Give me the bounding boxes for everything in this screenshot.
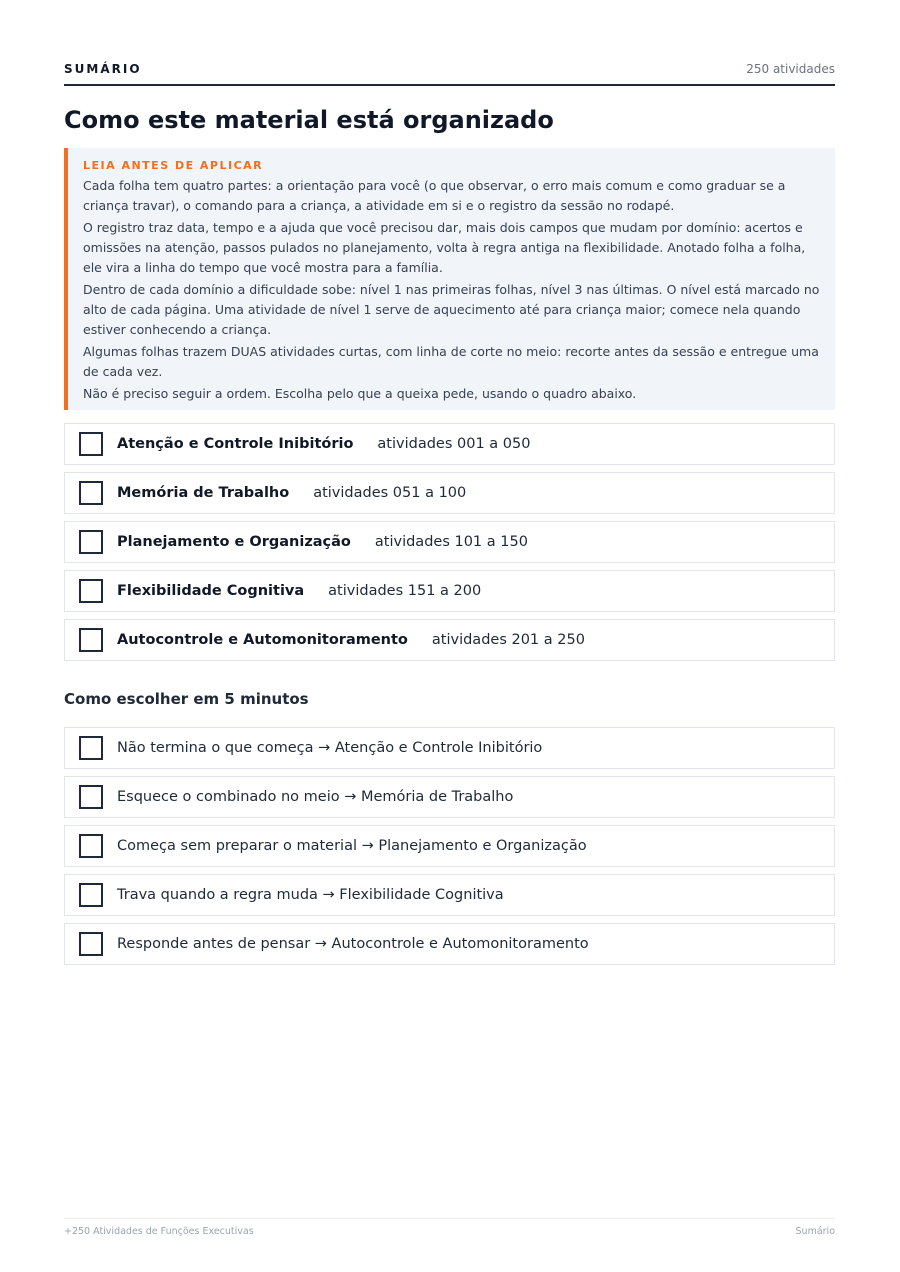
page-footer — [64, 1218, 835, 1237]
domain-row — [64, 619, 835, 661]
header-title: SUMÁRIO — [64, 62, 142, 76]
instructions-callout — [64, 148, 835, 410]
callout-paragraph: Dentro de cada domínio a dificuldade sobe: nível 1 nas primeiras folhas, nível 3 nas últimas. O nível está marcado no alto de cada página. Uma atividade de nível 1 serve de aquecimento até para criança maior; comece nela quando estiver conhecendo a criança. — [83, 282, 820, 337]
callout-paragraph: Algumas folhas trazem DUAS atividades curtas, com linha de corte no meio: recorte antes da sessão e entregue uma de cada vez. — [83, 344, 819, 379]
callout-label: LEIA ANTES DE APLICAR — [83, 159, 264, 172]
checkbox[interactable] — [79, 932, 103, 956]
guide-row — [64, 874, 835, 916]
guide-row — [64, 923, 835, 965]
callout-paragraph: Não é preciso seguir a ordem. Escolha pelo que a queixa pede, usando o quadro abaixo. — [83, 386, 637, 401]
checkbox[interactable] — [79, 628, 103, 652]
domain-name: Autocontrole e Automonitoramento — [117, 632, 408, 648]
page — [64, 0, 835, 1272]
domain-range: atividades 101 a 150 — [374, 534, 528, 550]
guide-text: Não termina o que começa → Atenção e Controle Inibitório — [117, 740, 543, 756]
guide-text: Trava quando a regra muda → Flexibilidade Cognitiva — [117, 887, 504, 903]
checkbox[interactable] — [79, 834, 103, 858]
domain-row — [64, 570, 835, 612]
domain-range: atividades 201 a 250 — [431, 632, 585, 648]
guide-row — [64, 825, 835, 867]
domain-name: Atenção e Controle Inibitório — [117, 436, 354, 452]
footer-section: Sumário — [795, 1226, 835, 1237]
checkbox[interactable] — [79, 432, 103, 456]
checkbox[interactable] — [79, 579, 103, 603]
guide-text: Esquece o combinado no meio → Memória de Trabalho — [117, 789, 514, 805]
checkbox[interactable] — [79, 530, 103, 554]
domain-row — [64, 423, 835, 465]
checkbox[interactable] — [79, 883, 103, 907]
domain-name: Planejamento e Organização — [117, 534, 351, 550]
page-header — [64, 58, 835, 86]
page-title: Como este material está organizado — [64, 106, 554, 134]
checkbox[interactable] — [79, 736, 103, 760]
section-title: Como escolher em 5 minutos — [64, 690, 309, 708]
guide-row — [64, 727, 835, 769]
domain-range: atividades 151 a 200 — [328, 583, 482, 599]
domain-name: Memória de Trabalho — [117, 485, 290, 501]
guide-text: Responde antes de pensar → Autocontrole e Automonitoramento — [117, 936, 589, 952]
checkbox[interactable] — [79, 481, 103, 505]
domain-name: Flexibilidade Cognitiva — [117, 583, 305, 599]
guide-row — [64, 776, 835, 818]
domain-range: atividades 051 a 100 — [313, 485, 467, 501]
callout-paragraph: Cada folha tem quatro partes: a orientação para você (o que observar, o erro mais comum e como graduar se a criança travar), o comando para a criança, a atividade em si e o registro da sessão no rodapé. — [83, 178, 786, 213]
domain-row — [64, 521, 835, 563]
footer-book-title: +250 Atividades de Funções Executivas — [64, 1226, 254, 1237]
checkbox[interactable] — [79, 785, 103, 809]
activity-count: 250 atividades — [746, 62, 835, 76]
guide-text: Começa sem preparar o material → Planejamento e Organização — [117, 838, 587, 854]
domain-row — [64, 472, 835, 514]
domain-range: atividades 001 a 050 — [377, 436, 531, 452]
callout-paragraph: O registro traz data, tempo e a ajuda que você precisou dar, mais dois campos que mudam por domínio: acertos e omissões na atenção, passos pulados no planejamento, volta à regra antiga na flexibilidade. Anotado folha a folha, ele vira a linha do tempo que você mostra para a família. — [83, 220, 806, 275]
